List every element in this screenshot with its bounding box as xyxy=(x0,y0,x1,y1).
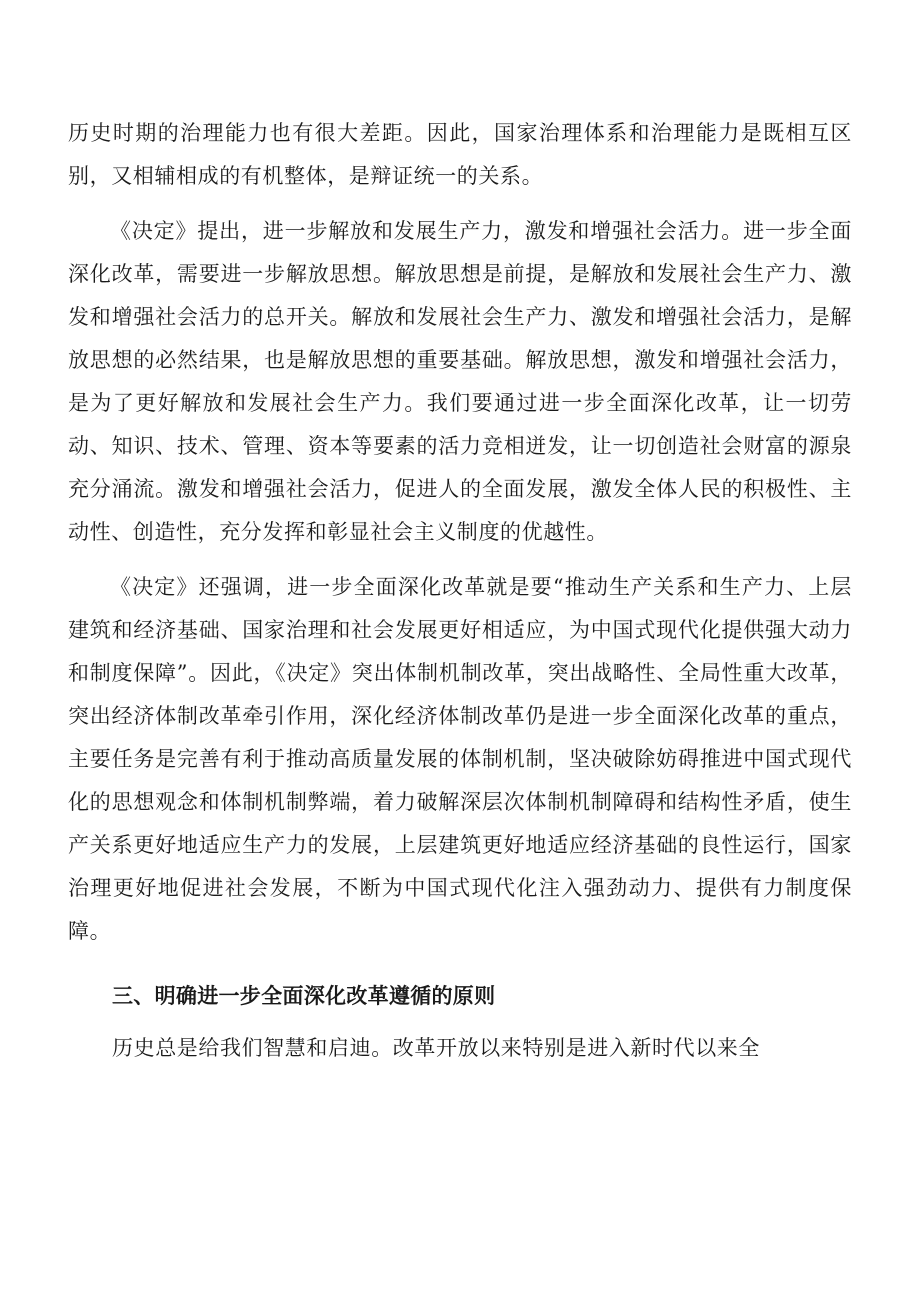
document-body xyxy=(68,112,852,1070)
paragraph-decision-emphasis: 《决定》还强调，进一步全面深化改革就是要“推动生产关系和生产力、上层建筑和经济基础、国家治理和社会发展更好相适应，为中国式现代化提供强大动力和制度保障”。因此，《决定》突出体制机制改革，突出战略性、全局性重大改革，突出经济体制改革牵引作用，深化经济体制改革仍是进一步全面深化改革的重点，主要任务是完善有利于推动高质量发展的体制机制，坚决破除妨碍推进中国式现代化的思想观念和体制机制弊端，着力破解深层次体制机制障碍和结构性矛盾，使生产关系更好地适应生产力的发展，上层建筑更好地适应经济基础的良性运行，国家治理更好地促进社会发展，不断为中国式现代化注入强劲动力、提供有力制度保障。 xyxy=(68,575,852,943)
paragraph-decision-productivity: 《决定》提出，进一步解放和发展生产力，激发和增强社会活力。进一步全面深化改革，需要进一步解放思想。解放思想是前提，是解放和发展社会生产力、激发和增强社会活力的总开关。解放和发展社会生产力、激发和增强社会活力，是解放思想的必然结果，也是解放思想的重要基础。解放思想，激发和增强社会活力，是为了更好解放和发展社会生产力。我们要通过进一步全面深化改革，让一切劳动、知识、技术、管理、资本等要素的活力竞相迸发，让一切创造社会财富的源泉充分涌流。激发和增强社会活力，促进人的全面发展，激发全体人民的积极性、主动性、创造性，充分发挥和彰显社会主义制度的优越性。 xyxy=(68,219,852,544)
section-heading: 三、明确进一步全面深化改革遵循的原则 xyxy=(112,984,496,1008)
paragraph-continuation: 历史时期的治理能力也有很大差距。因此，国家治理体系和治理能力是既相互区别，又相辅相成的有机整体，是辩证统一的关系。 xyxy=(68,121,852,188)
paragraph-history: 历史总是给我们智慧和启迪。改革开放以来特别是进入新时代以来全 xyxy=(112,1036,760,1060)
